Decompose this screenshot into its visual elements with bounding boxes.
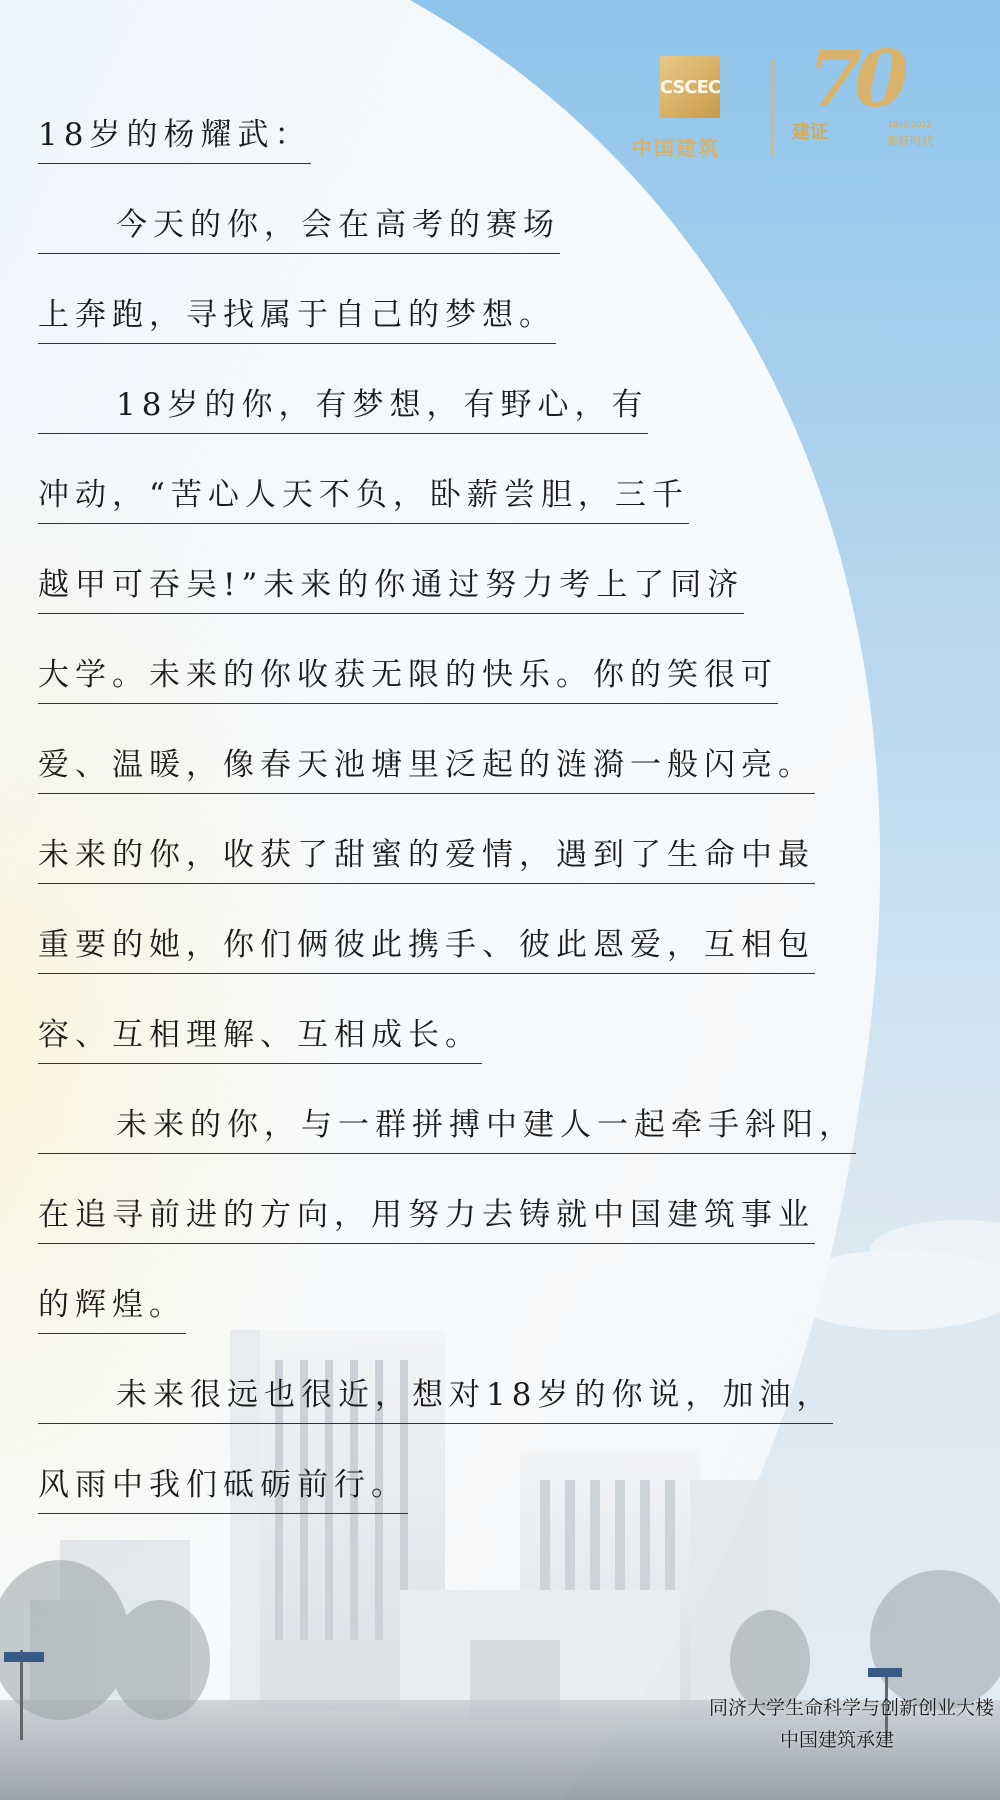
anniversary-text: 建证 bbox=[792, 122, 828, 143]
letter-line-text: 容、互相理解、互相成长。 bbox=[38, 1013, 482, 1064]
cscec-logo bbox=[660, 56, 720, 118]
letter-line bbox=[38, 794, 878, 884]
letter-line-text: 大学。未来的你收获无限的快乐。你的笑很可 bbox=[38, 653, 778, 704]
caption-builder: 中国建筑承建 bbox=[779, 1729, 894, 1751]
letter-line bbox=[38, 884, 878, 974]
brand-name: 中国建筑 bbox=[632, 136, 720, 160]
letter-line bbox=[38, 614, 878, 704]
letter-line bbox=[38, 524, 878, 614]
letter-line bbox=[38, 254, 878, 344]
letter-line bbox=[38, 1244, 878, 1334]
letter-line-text: 重要的她，你们俩彼此携手、彼此恩爱，互相包 bbox=[38, 923, 815, 974]
cscec-seal-text: CSCEC bbox=[659, 76, 721, 98]
letter-line-text: 的辉煌。 bbox=[38, 1283, 186, 1334]
building-caption bbox=[709, 1692, 994, 1756]
letter-line bbox=[38, 1154, 878, 1244]
letter-line bbox=[38, 164, 878, 254]
letter-line-text: 在追寻前进的方向，用努力去铸就中国建筑事业 bbox=[38, 1193, 815, 1244]
letter-line bbox=[38, 974, 878, 1064]
letter-line-text: 越甲可吞吴!”未来的你通过努力考上了同济 bbox=[38, 563, 744, 614]
letter-line bbox=[38, 704, 878, 794]
letter-line bbox=[38, 1334, 878, 1424]
letter-line-text: 未来的你，收获了甜蜜的爱情，遇到了生命中最 bbox=[38, 833, 815, 884]
letter-line-text: 未来很远也很近，想对18岁的你说，加油， bbox=[38, 1373, 833, 1424]
letter-line bbox=[38, 1424, 878, 1514]
letter-line-text: 18岁的你，有梦想，有野心，有 bbox=[38, 383, 648, 434]
letter-line bbox=[38, 118, 878, 164]
letter-line-text: 今天的你，会在高考的赛场 bbox=[38, 203, 560, 254]
anniversary-number: 70 bbox=[808, 34, 901, 125]
letter-line-text: 未来的你，与一群拼搏中建人一起牵手斜阳， bbox=[38, 1103, 856, 1154]
letter-salutation: 18岁的杨耀武： bbox=[38, 113, 311, 164]
letter-line-text: 风雨中我们砥砺前行。 bbox=[38, 1463, 408, 1514]
letter-body bbox=[38, 118, 878, 1514]
caption-building-name: 同济大学生命科学与创新创业大楼 bbox=[708, 1697, 994, 1719]
letter-line-text: 冲动，“苦心人天不负，卧薪尝胆，三千 bbox=[38, 473, 689, 524]
anniversary-slogan: 美好时代 bbox=[886, 134, 935, 148]
letter-line-text: 上奔跑，寻找属于自己的梦想。 bbox=[38, 293, 556, 344]
letter-line bbox=[38, 344, 878, 434]
anniversary-years: 1952-2022 bbox=[888, 120, 932, 129]
letter-line-text: 爱、温暖，像春天池塘里泛起的涟漪一般闪亮。 bbox=[38, 743, 815, 794]
letter-line bbox=[38, 434, 878, 524]
letter-line bbox=[38, 1064, 878, 1154]
